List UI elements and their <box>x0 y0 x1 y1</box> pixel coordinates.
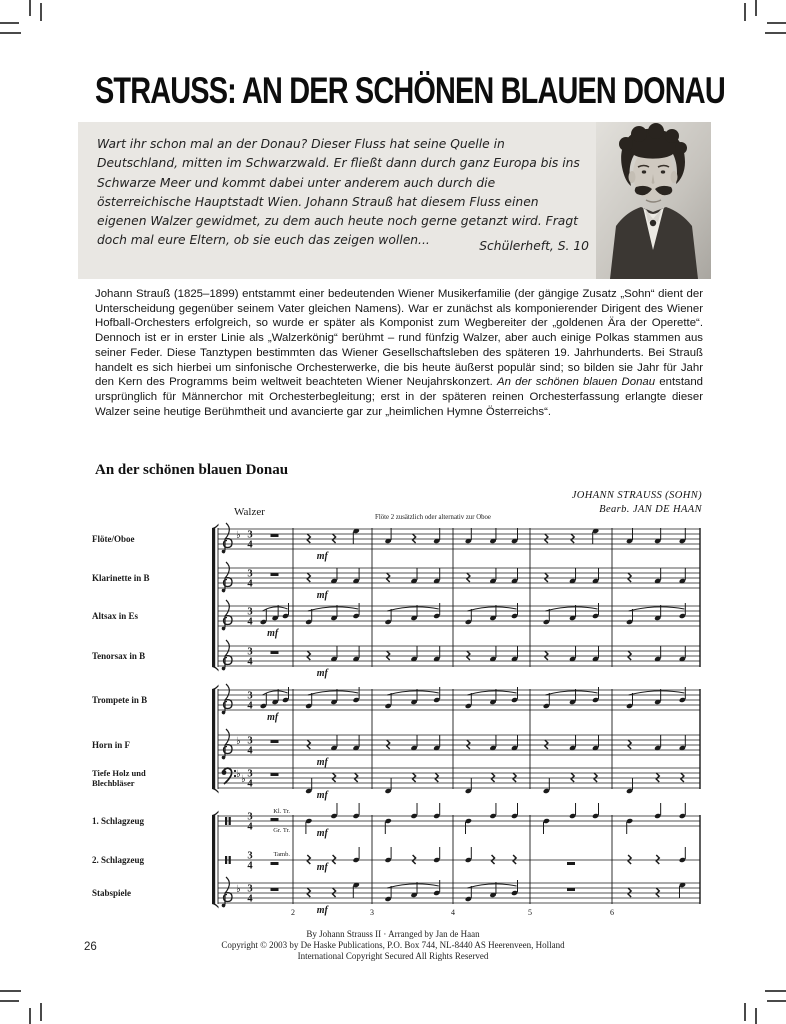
bass-clef <box>223 768 232 784</box>
slur <box>545 691 597 695</box>
paragraph-italic-title: An der schönen blauen Donau <box>496 376 656 389</box>
crop-mark <box>0 32 21 34</box>
quarter-rest <box>387 740 390 749</box>
measure-number: 3 <box>370 908 374 917</box>
bracket-tip <box>212 524 219 530</box>
treble-clef <box>225 600 229 627</box>
piece-heading: An der schönen blauen Donau <box>95 462 289 478</box>
quarter-rest <box>492 855 495 864</box>
system-bracket <box>212 528 215 667</box>
bracket-tip <box>212 685 219 691</box>
quarter-rest <box>656 888 659 897</box>
flat-sign: ♭ <box>236 769 241 780</box>
measure-rest <box>271 651 279 654</box>
percussion-clef <box>229 817 231 825</box>
time-signature: 3 <box>247 606 253 618</box>
instrument-label: Altsax in Es <box>92 611 139 621</box>
treble-clef <box>225 877 229 904</box>
quarter-rest <box>413 773 416 782</box>
intro-infobox <box>78 122 711 279</box>
instrument-label: 2. Schlagzeug <box>92 855 145 865</box>
paragraph-part2: entstand ursprünglich für Männerchor mit Orchesterbegleitung; erst in der späteren reinen Orchesterfassung erlangte dieser Walzer seine heutige Berühmtheit und avancierte gar zur „heimlichen Hymne Österreichs“. <box>95 376 703 418</box>
bracket-tip <box>212 903 219 909</box>
flat-sign: ♭ <box>236 736 241 747</box>
page-title: STRAUSS: AN DER SCHÖNEN BLAUEN DONAU <box>95 70 725 112</box>
paragraph-part1: Johann Strauß (1825–1899) entstammt einer bedeutenden Wiener Musikerfamilie (der gängige Zusatz „Sohn“ dient der Unterscheidung gegenüber seinem Vater gleichen Namens). War er zunächst als komponierender Dirigent des Wiener Hofball-Orchesters erfolgreich, so wurde er später als Komponist zum Wegbereiter der „goldenen Ära der Operette“. Dennoch ist er in erster Linie als „Walzerkönig“ berühmt – rund fünfzig Walzer, aber auch einige Polkas stammen aus seiner Feder. Diese Tanztypen bestimmten das Wiener Gesellschaftsleben des späteren 19. Jahrhunderts. Bei Strauß handelt es sich hierbei um sinfonische Orchesterwerke, die bis heute äußerst populär sind; so bilden sie Jahr für Jahr den Kern des Programms beim weltweit beachteten Wiener Neujahrskonzert. <box>95 288 703 389</box>
quarter-rest <box>681 773 684 782</box>
measure-rest <box>271 740 279 743</box>
quarter-rest <box>492 773 495 782</box>
crop-mark <box>767 1000 786 1002</box>
quarter-rest <box>387 573 390 582</box>
dynamic-mf: mf <box>316 757 328 768</box>
infobox-text: Wart ihr schon mal an der Donau? Dieser Fluss hat seine Quelle in Deutschland, mitten im Schwarzwald. Er fließt dann durch ganz Europa bis ins Schwarze Meer und kommt dabei unter anderem auch durch die österreichische Hauptstadt Wien. Johann Strauß hat diesem Fluss einen eigenen Walzer gewidmet, zu dem auch heute noch gerne getanzt wird. Fragt doch mal eure Eltern, ob sie euch das zeigen wollen... <box>97 137 580 248</box>
time-signature: 3 <box>247 690 253 702</box>
score-svg <box>88 503 708 927</box>
time-signature: 3 <box>247 529 253 541</box>
quarter-rest <box>307 573 310 582</box>
quarter-rest <box>333 773 336 782</box>
footer-line3: International Copyright Secured All Rights Reserved <box>297 951 489 962</box>
footer-line1: By Johann Strauss II · Arranged by Jan de Haan <box>306 929 480 939</box>
time-signature: 3 <box>247 568 253 580</box>
quarter-rest <box>545 651 548 660</box>
quarter-rest <box>435 773 438 782</box>
time-signature: 3 <box>247 811 253 823</box>
time-signature: 3 <box>247 646 253 658</box>
dynamic-mf: mf <box>316 862 328 873</box>
time-signature: 4 <box>247 893 253 905</box>
quarter-rest <box>571 773 574 782</box>
quarter-rest <box>307 855 310 864</box>
dynamic-mf: mf <box>316 790 328 801</box>
quarter-rest <box>628 888 631 897</box>
composer-name: JOHANN STRAUSS (SOHN) <box>571 490 702 501</box>
crop-mark <box>744 3 746 21</box>
quarter-rest <box>656 855 659 864</box>
crop-mark <box>765 990 786 992</box>
slur <box>308 691 358 695</box>
system-bracket <box>212 815 215 904</box>
slur <box>387 607 439 611</box>
quarter-rest <box>513 773 516 782</box>
treble-clef <box>225 684 229 711</box>
page-number: 26 <box>84 941 97 953</box>
bracket-tip <box>212 811 219 817</box>
measure-number: 5 <box>528 908 532 917</box>
measure-number: 2 <box>291 908 295 917</box>
percussion-clef <box>229 856 231 864</box>
measure-rest <box>567 888 575 891</box>
quarter-rest <box>467 740 470 749</box>
infobox-attribution: Schülerheft, S. 10 <box>479 239 589 253</box>
treble-clef <box>225 729 229 756</box>
measure-rest <box>271 573 279 576</box>
slur <box>629 607 685 611</box>
flat-sign: ♭ <box>236 884 241 895</box>
measure-number: 6 <box>610 908 614 917</box>
crop-mark <box>0 1000 19 1002</box>
slur <box>629 691 685 695</box>
percussion-sublabel: Gr. Tr. <box>273 827 290 834</box>
slur <box>467 691 516 695</box>
slur <box>387 884 439 888</box>
instrument-label: Flöte/Oboe <box>92 534 135 544</box>
quarter-rest <box>333 888 336 897</box>
crop-mark <box>40 3 42 21</box>
quarter-rest <box>307 651 310 660</box>
quarter-rest <box>545 740 548 749</box>
time-signature: 3 <box>247 735 253 747</box>
crop-mark <box>744 1003 746 1021</box>
slur <box>467 607 516 611</box>
time-signature: 3 <box>247 883 253 895</box>
dynamic-mf: mf <box>316 590 328 601</box>
quarter-rest <box>545 573 548 582</box>
flat-sign: ♭ <box>236 530 241 541</box>
quarter-rest <box>628 740 631 749</box>
crop-mark <box>29 1008 31 1024</box>
percussion-clef <box>225 817 227 825</box>
crop-mark <box>755 1008 757 1024</box>
measure-rest <box>567 862 575 865</box>
measure-rest <box>271 818 279 821</box>
treble-clef <box>225 562 229 589</box>
dynamic-mf: mf <box>267 712 279 723</box>
crop-mark <box>0 22 19 24</box>
time-signature: 4 <box>247 860 253 872</box>
percussion-sublabel: Kl. Tr. <box>273 808 290 815</box>
time-signature: 4 <box>247 821 253 833</box>
instrument-label: Trompete in B <box>92 695 148 705</box>
time-signature: 4 <box>247 700 253 712</box>
quarter-rest <box>545 534 548 543</box>
quarter-rest <box>307 534 310 543</box>
quarter-rest <box>594 773 597 782</box>
quarter-rest <box>467 651 470 660</box>
time-signature: 4 <box>247 578 253 590</box>
strauss-portrait-photo <box>596 122 711 279</box>
quarter-rest <box>413 534 416 543</box>
instrument-label: Horn in F <box>92 740 131 750</box>
quarter-rest <box>513 855 516 864</box>
bracket-tip <box>212 666 219 672</box>
quarter-rest <box>628 651 631 660</box>
percussion-sublabel: Tamb. <box>273 851 290 858</box>
crop-mark <box>40 1003 42 1021</box>
time-signature: 3 <box>247 850 253 862</box>
quarter-rest <box>333 534 336 543</box>
quarter-rest <box>307 888 310 897</box>
percussion-clef <box>225 856 227 864</box>
dynamic-mf: mf <box>316 668 328 679</box>
system-bracket <box>212 689 215 789</box>
slur <box>545 607 597 611</box>
quarter-rest <box>333 855 336 864</box>
slur <box>308 607 358 611</box>
quarter-rest <box>656 773 659 782</box>
quarter-rest <box>571 534 574 543</box>
instrument-label: Stabspiele <box>92 888 132 898</box>
crop-mark <box>0 990 21 992</box>
slur <box>387 691 439 695</box>
measure-rest <box>271 888 279 891</box>
dynamic-mf: mf <box>316 905 328 916</box>
instrument-label: Klarinette in B <box>92 573 150 583</box>
measure-rest <box>271 862 279 865</box>
time-signature: 4 <box>247 539 253 551</box>
time-signature: 4 <box>247 778 253 790</box>
instrument-label: Tenorsax in B <box>92 651 146 661</box>
quarter-rest <box>387 651 390 660</box>
time-signature: 4 <box>247 656 253 668</box>
quarter-rest <box>467 573 470 582</box>
measure-rest <box>271 773 279 776</box>
time-signature: 4 <box>247 745 253 757</box>
treble-clef <box>225 640 229 667</box>
arranger-name: Bearb. JAN DE HAAN <box>599 503 702 515</box>
slur <box>467 884 516 888</box>
dynamic-mf: mf <box>267 628 279 639</box>
tempo-marking: Walzer <box>234 506 265 518</box>
crop-mark <box>755 0 757 16</box>
flat-sign: ♭ <box>241 774 246 785</box>
crop-mark <box>767 22 786 24</box>
measure-rest <box>271 534 279 537</box>
footer-line2: Copyright © 2003 by De Haske Publications, P.O. Box 744, NL-8440 AS Heerenveen, Holland <box>221 940 565 951</box>
instrument-label: Blechbläser <box>92 778 135 788</box>
quarter-rest <box>628 573 631 582</box>
crop-mark <box>765 32 786 34</box>
biography-paragraph <box>95 287 703 419</box>
time-signature: 3 <box>247 768 253 780</box>
instrument-label: Tiefe Holz und <box>92 768 146 778</box>
footer-credits <box>0 929 786 963</box>
bracket-tip <box>212 788 219 794</box>
instrument-label: 1. Schlagzeug <box>92 816 145 826</box>
quarter-rest <box>307 740 310 749</box>
time-signature: 4 <box>247 616 253 628</box>
treble-clef <box>225 523 229 550</box>
quarter-rest <box>355 773 358 782</box>
score-instruction: Flöte 2 zusätzlich oder alternativ zur Oboe <box>375 514 491 521</box>
quarter-rest <box>413 855 416 864</box>
dynamic-mf: mf <box>316 828 328 839</box>
measure-number: 4 <box>451 908 455 917</box>
dynamic-mf: mf <box>316 551 328 562</box>
score-area <box>88 503 708 927</box>
quarter-rest <box>628 855 631 864</box>
crop-mark <box>29 0 31 16</box>
